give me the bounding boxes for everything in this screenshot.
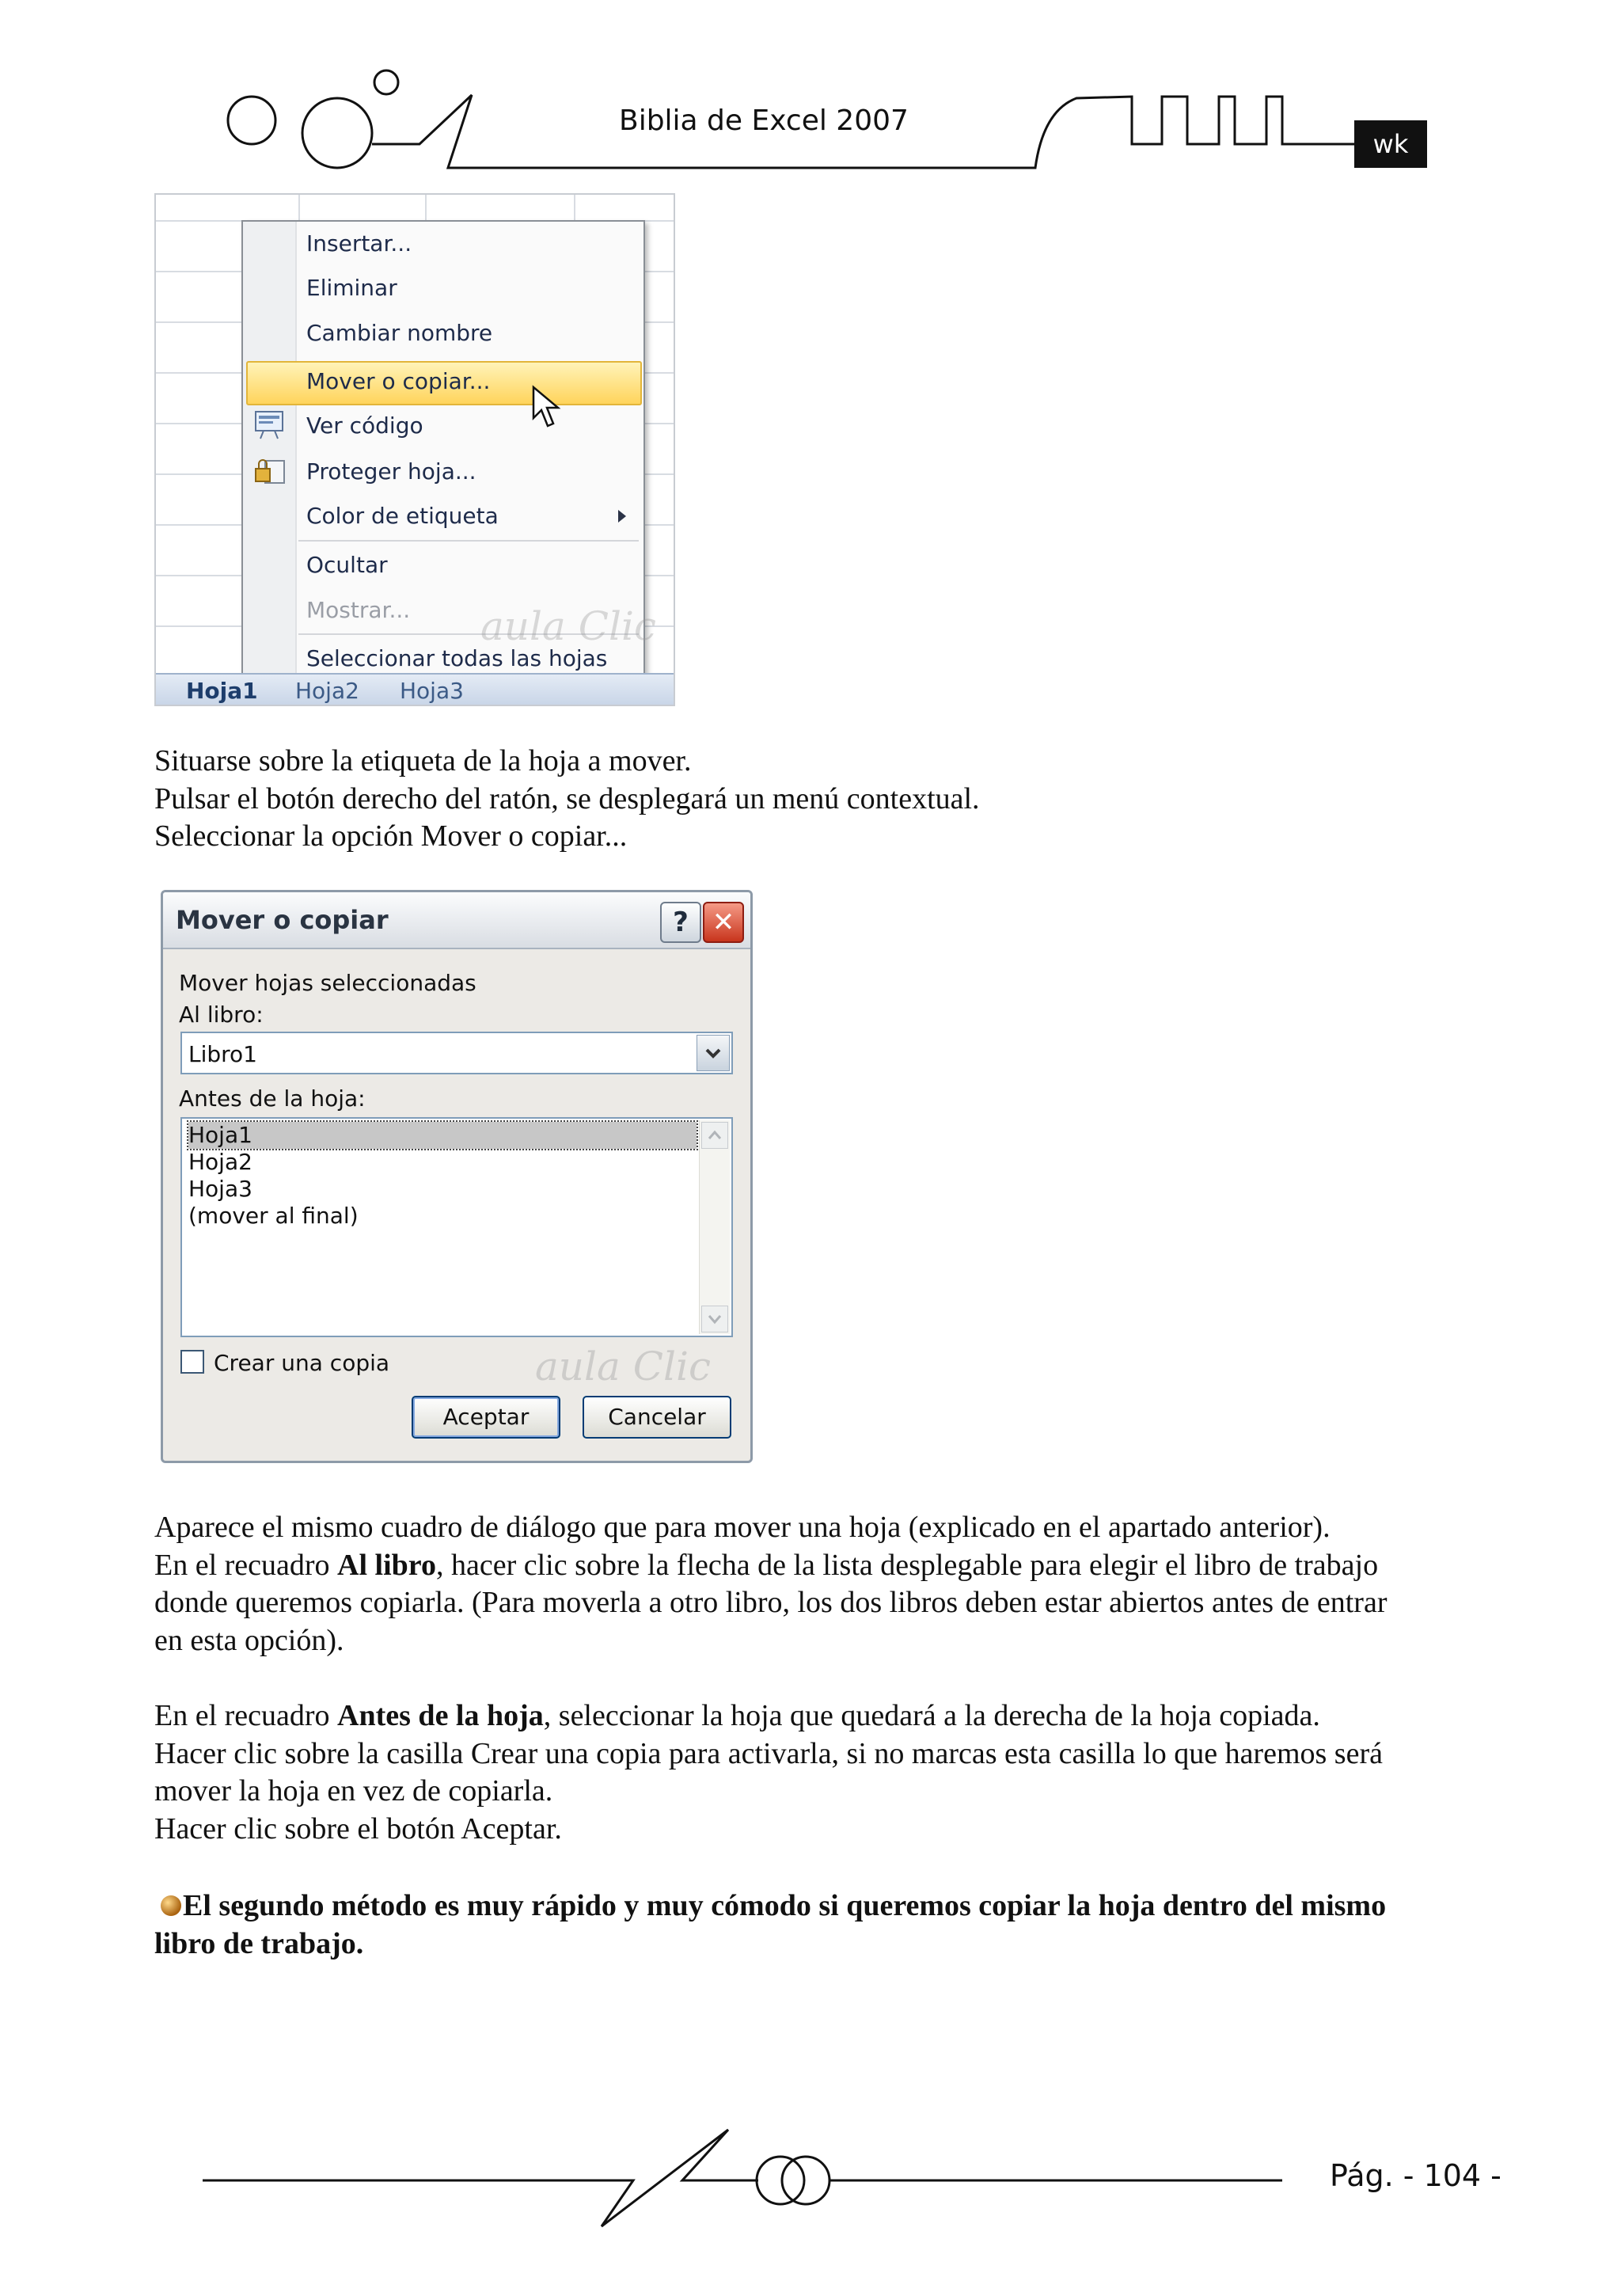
view-code-icon [252, 409, 287, 440]
text-line: Seleccionar la opción Mover o copiar... [154, 819, 628, 853]
label-move-sheets: Mover hojas seleccionadas [179, 970, 476, 996]
dialog-title: Mover o copiar [176, 905, 389, 935]
accept-button[interactable]: Aceptar [412, 1396, 560, 1439]
sheet-listbox[interactable] [180, 1117, 733, 1337]
menu-item-mostrar: Mostrar... [306, 597, 411, 623]
page-number: Pág. - 104 - [1330, 2158, 1501, 2193]
help-button[interactable]: ? [660, 902, 701, 943]
header-circle-large [302, 98, 372, 168]
menu-item-cambiar-nombre[interactable]: Cambiar nombre [306, 320, 493, 346]
text-line: El segundo método es muy rápido y muy cómodo si queremos copiar la hoja dentro del mismo [183, 1889, 1387, 1922]
menu-item-color-etiqueta[interactable]: Color de etiqueta [306, 503, 499, 529]
sheet-tab-hoja3[interactable]: Hoja3 [400, 678, 464, 704]
text-line: Hacer clic sobre la casilla Crear una copia para activarla, si no marcas esta casilla lo que haremos será [154, 1736, 1383, 1770]
list-item-hoja3[interactable]: Hoja3 [188, 1176, 252, 1202]
text-line: libro de trabajo. [154, 1926, 364, 1960]
header-title: Biblia de Excel 2007 [619, 105, 909, 137]
watermark-logo: aula Clic [535, 1344, 711, 1389]
text-span: , hacer clic sobre la flecha de la lista desplegable para elegir el libro de trabajo [435, 1548, 1379, 1582]
scroll-down-icon[interactable] [701, 1306, 728, 1332]
text-line [154, 1547, 1500, 1585]
list-item-hoja2[interactable]: Hoja2 [188, 1149, 252, 1175]
header-circle-tiny [374, 70, 398, 94]
watermark-logo: aula Clic [480, 603, 656, 649]
text-line: mover la hoja en vez de copiarla. [154, 1774, 553, 1808]
text-span: En el recuadro [154, 1548, 338, 1582]
instructions-paragraph-2 [154, 1509, 1500, 1659]
submenu-arrow-icon [618, 510, 626, 523]
text-span: En el recuadro [154, 1699, 338, 1732]
text-line [154, 1697, 1500, 1735]
menu-item-ocultar[interactable]: Ocultar [306, 552, 388, 578]
protect-sheet-icon [252, 454, 287, 486]
book-dropdown-value: Libro1 [188, 1041, 257, 1067]
scroll-up-icon[interactable] [701, 1122, 728, 1149]
close-button[interactable]: ✕ [703, 902, 744, 943]
list-item-hoja1[interactable]: Hoja1 [188, 1122, 697, 1149]
cancel-button[interactable]: Cancelar [583, 1396, 731, 1439]
instructions-paragraph-3 [154, 1697, 1500, 1848]
instructions-paragraph-4 [154, 1887, 1500, 1963]
menu-item-eliminar[interactable]: Eliminar [306, 275, 397, 301]
label-before-sheet: Antes de la hoja: [179, 1085, 366, 1112]
menu-item-seleccionar-todas[interactable]: Seleccionar todas las hojas [306, 645, 608, 671]
mouse-cursor-icon [531, 385, 563, 432]
menu-item-mover-o-copiar[interactable]: Mover o copiar... [306, 368, 491, 394]
text-line: Aparece el mismo cuadro de diálogo que para mover una hoja (explicado en el apartado anterior). [154, 1511, 1331, 1544]
bold-term: Antes de la hoja [337, 1699, 544, 1732]
text-span: , seleccionar la hoja que quedará a la derecha de la hoja copiada. [543, 1699, 1320, 1732]
sheet-tab-hoja1[interactable]: Hoja1 [186, 678, 258, 704]
text-line: donde queremos copiarla. (Para moverla a otro libro, los dos libros deben estar abiertos antes de entrar [154, 1586, 1388, 1619]
sheet-tab-bar [156, 673, 674, 705]
create-copy-checkbox[interactable] [180, 1350, 204, 1374]
menu-separator [298, 540, 639, 542]
chevron-down-icon[interactable] [697, 1035, 730, 1071]
text-line: Hacer clic sobre el botón Aceptar. [154, 1811, 562, 1846]
text-line: Situarse sobre la etiqueta de la hoja a mover. [154, 744, 692, 777]
sheet-tab-hoja2[interactable]: Hoja2 [295, 678, 359, 704]
context-menu-screenshot [154, 193, 675, 706]
text-line: en esta opción). [154, 1623, 344, 1657]
menu-item-proteger-hoja[interactable]: Proteger hoja... [306, 458, 476, 485]
dialog-titlebar [163, 892, 750, 949]
menu-item-ver-codigo[interactable]: Ver código [306, 412, 423, 439]
create-copy-label: Crear una copia [214, 1350, 390, 1376]
instructions-paragraph-1 [154, 743, 1500, 856]
list-item-move-to-end[interactable]: (mover al final) [188, 1203, 359, 1229]
book-dropdown[interactable] [180, 1032, 733, 1074]
move-copy-dialog [161, 890, 753, 1463]
label-to-book: Al libro: [179, 1002, 264, 1028]
menu-item-insertar[interactable]: Insertar... [306, 230, 412, 257]
header-circle-small [228, 97, 275, 144]
header-badge: wk [1354, 120, 1427, 168]
listbox-scrollbar[interactable] [699, 1120, 730, 1334]
bold-term: Al libro [337, 1548, 436, 1582]
text-line: Pulsar el botón derecho del ratón, se desplegará un menú contextual. [154, 781, 980, 815]
